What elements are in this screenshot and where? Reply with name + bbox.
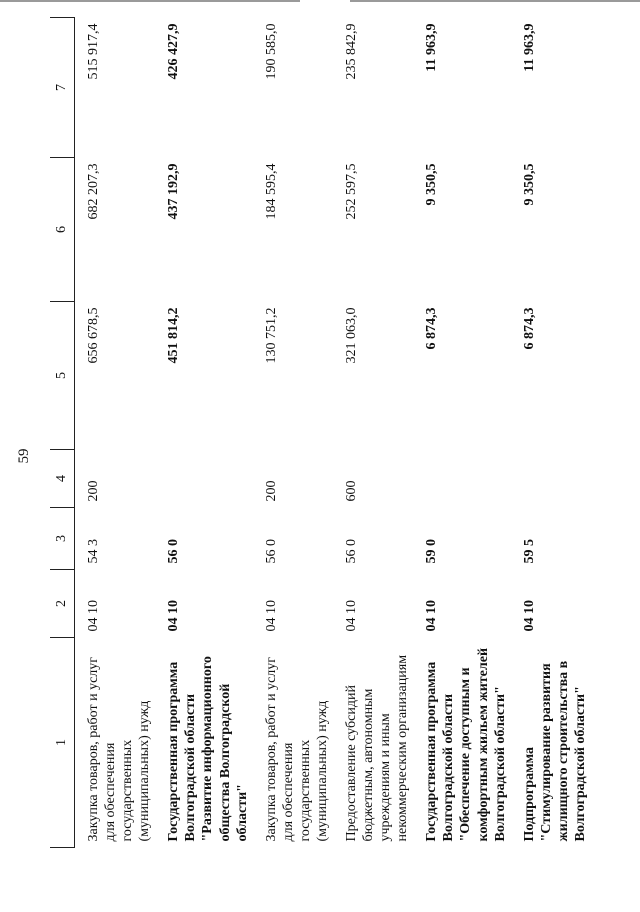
amount-col-6: 9 350,5 <box>521 163 537 206</box>
amount-col-6: 252 597,5 <box>344 163 360 220</box>
expense-type-code <box>423 450 520 508</box>
amount-col-7: 11 963,9 <box>424 23 440 72</box>
amount-col-6: 184 595,4 <box>263 163 279 220</box>
amount-col-6: 682 207,3 <box>86 163 101 220</box>
section-code: 04 10 <box>344 600 360 632</box>
program-code: 59 5 <box>521 539 537 564</box>
expense-type-code: 200 <box>263 480 279 502</box>
amount-col-5: 656 678,5 <box>86 307 101 364</box>
amount-col-6: 9 350,5 <box>424 163 440 206</box>
expense-type-code <box>165 450 262 508</box>
program-code: 56 0 <box>263 539 279 564</box>
amount-col-7: 426 427,9 <box>166 23 182 80</box>
column-header-row <box>50 18 75 848</box>
column-header-7: 7 <box>50 18 75 158</box>
amount-col-7: 515 917,4 <box>86 23 101 80</box>
row-name: Предоставление субсидий бюджетным, автономным учреждениям и иным некоммерческим организациям <box>344 654 411 842</box>
table-row <box>343 18 423 848</box>
budget-table <box>50 17 601 848</box>
program-code: 56 0 <box>166 539 182 564</box>
row-name: Государственная программа Волгоградской области "Развитие информационного общества Волгоградской области" <box>166 656 250 842</box>
section-code: 04 10 <box>263 600 279 632</box>
column-header-4: 4 <box>50 450 75 508</box>
amount-col-5: 6 874,3 <box>424 307 440 350</box>
amount-col-5: 130 751,2 <box>263 307 279 364</box>
amount-col-7: 11 963,9 <box>521 23 537 72</box>
section-code: 04 10 <box>86 600 101 632</box>
expense-type-code: 600 <box>344 480 360 502</box>
column-header-5: 5 <box>50 302 75 450</box>
program-code: 56 0 <box>344 539 360 564</box>
amount-col-5: 321 063,0 <box>344 307 360 364</box>
amount-col-5: 451 814,2 <box>166 307 182 364</box>
amount-col-5: 6 874,3 <box>521 307 537 350</box>
amount-col-7: 190 585,0 <box>263 23 279 80</box>
row-name: Закупка товаров, работ и услуг для обеспечения государственных (муниципальных) нужд <box>86 656 153 842</box>
page-number: 59 <box>16 448 32 464</box>
program-code: 54 3 <box>86 539 101 564</box>
column-header-2: 2 <box>50 570 75 638</box>
expense-type-code: 200 <box>86 480 101 502</box>
row-name: Государственная программа Волгоградской области "Обеспечение доступным и комфортным жильем жителей Волгоградской области" <box>424 647 508 842</box>
section-code: 04 10 <box>166 600 182 632</box>
expense-type-code <box>521 450 601 508</box>
table-row <box>423 18 520 848</box>
table-row <box>75 18 166 848</box>
amount-col-6: 437 192,9 <box>166 163 182 220</box>
table-row <box>521 18 601 848</box>
column-header-1: 1 <box>50 638 75 848</box>
section-code: 04 10 <box>424 600 440 632</box>
program-code: 59 0 <box>424 539 440 564</box>
row-name: Закупка товаров, работ и услуг для обеспечения государственных (муниципальных) нужд <box>263 656 330 842</box>
section-code: 04 10 <box>521 600 537 632</box>
column-header-6: 6 <box>50 158 75 302</box>
table-row <box>263 18 343 848</box>
amount-col-7: 235 842,9 <box>344 23 360 80</box>
column-header-3: 3 <box>50 508 75 570</box>
row-name: Подпрограмма "Стимулирование развития жилищного строительства в Волгоградской области" <box>521 660 588 842</box>
table-row <box>165 18 262 848</box>
